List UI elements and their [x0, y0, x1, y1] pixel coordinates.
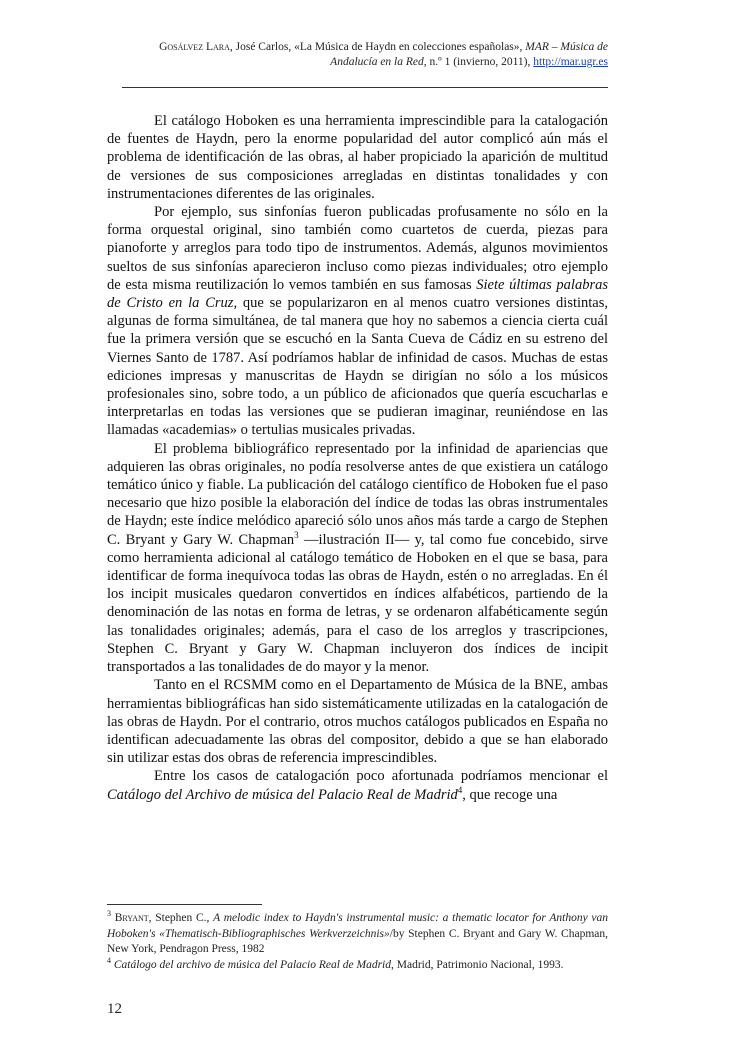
footnote-3-number: 3: [107, 909, 111, 919]
footnote-3-author: Bryant: [114, 912, 149, 924]
footnote-4: [107, 955, 608, 974]
footnotes: [107, 911, 608, 973]
paragraph-1: El catálogo Hoboken es una herramienta imprescindible para la catalogación de fuentes de Haydn, pero la enorme popularidad del autor complicó aún más el problema de identificación de las obras, al haber propiciado la aparición de multitud de versiones de sus composiciones arregladas en distintas tonalidades y con instrumentaciones diferentes de las originales.: [107, 113, 608, 202]
header-link[interactable]: http://mar.ugr.es: [533, 56, 608, 68]
header-author: Gosálvez Lara: [159, 41, 230, 53]
paragraph-4: Tanto en el RCSMM como en el Departamento de Música de la BNE, ambas herramientas bibliográficas han sido sistemáticamente utilizadas en la catalogación de las obras de Haydn. Por el contrario, otros muchos catálogos publicados en España no identifican adecuadamente las obras del compositor, debido a que se han elaborado sin utilizar estas dos obras de referencia imprescindibles.: [107, 677, 608, 767]
work-title-siete-palabras: Siete últimas palabras de Cristo en la Cruz: [107, 276, 608, 312]
paragraph-5-text-a: Entre los casos de catalogación poco afortunada podríamos mencionar el: [154, 768, 608, 785]
header-issue: , n.º 1 (invierno, 2011),: [423, 56, 534, 68]
paragraph-2-text-b: , que se popularizaron en al menos cuatro versiones distintas, algunas de forma simultánea, de tal manera que hoy no sabemos a ciencia cierta cuál fue la primera versión que se escuchó en la Santa Cueva de Cádiz en su estreno del Viernes Santo de 1787. Así podríamos hablar de infinidad de casos. Muchas de estas ediciones impresas y manuscritas de Haydn se dirigían no sólo a los músicos profesionales sino, sobre todo, a un público de aficionados que quería escucharlas e interpretarlas en todas las versiones que se pudieran imaginar, reuniéndose en las llamadas «academias» o tertulias musicales privadas.: [107, 295, 609, 439]
footnote-ref-4[interactable]: 4: [457, 784, 463, 795]
catalog-title: Catálogo del Archivo de música del Palacio Real de Madrid: [107, 786, 458, 803]
paragraph-2: [107, 203, 608, 440]
paragraph-2-text-a: Por ejemplo, sus sinfonías fueron publicadas profusamente no sólo en la forma orquestal original, sino también como cuartetos de cuerda, piezas para pianoforte y arreglos para todo tipo de instrumentos. Además, algunos movimientos sueltos de sus sinfonías aparecieron incluso como piezas individuales; otro ejemplo de esta misma reutilización lo vemos también en sus famosas: [107, 204, 608, 293]
running-header: [120, 40, 608, 70]
footnote-3-title: A melodic index to Haydn's instrumental music: a thematic locator for Anthony van Hoboken's «Thematisch-Bibliographisches Werkverzeichnis»: [107, 912, 608, 940]
paragraph-3-text-a: El problema bibliográfico representado por la infinidad de apariencias que adquieren las obras originales, no podía resolverse antes de que existiera un catálogo temático único y fiable. La publicación del catálogo científico de Hoboken fue el paso necesario que hizo posible la elaboración del índice de todas las obras instrumentales de Haydn; este índice melódico apareció sólo unos años más tarde a cargo de Stephen C. Bryant y Gary W. Chapman: [107, 440, 608, 548]
header-journal: MAR – Música de Andalucía en la Red: [330, 41, 608, 68]
header-rule: [122, 87, 608, 88]
footnote-3: [107, 911, 608, 958]
footnote-4-title: Catálogo del archivo de música del Palacio Real de Madrid: [113, 958, 391, 971]
paragraph-5-text-b: , que recoge una: [462, 786, 558, 803]
paragraph-5: [107, 767, 608, 803]
footnote-4-rest: , Madrid, Patrimonio Nacional, 1993.: [391, 958, 564, 971]
footnote-rule: [107, 904, 262, 905]
footnote-ref-3[interactable]: 3: [294, 529, 299, 540]
footnote-4-number: 4: [107, 955, 111, 965]
page-number: 12: [107, 1001, 122, 1017]
paragraph-3-text-b: —ilustración II— y, tal como fue concebido, sirve como herramienta adicional al catálogo temático de Hoboken en el que se basa, para identificar de forma inequívoca todas las obras de Haydn, estén o no arregladas. En él los incipit musicales quedaron convertidos en índices alfabéticos, partiendo de la denominación de las notas en forma de letras, y se ordenaron alfabéticamente según las tonalidades originales; además, para el caso de los arreglos y trascripciones, Stephen C. Bryant y Gary W. Chapman incluyeron dos índices de incipit transportados a las tonalidades de do mayor y la menor.: [107, 531, 608, 676]
footnote-3-rest: /by Stephen C. Bryant and Gary W. Chapman, New York, Pendragon Press, 1982: [107, 927, 608, 955]
body-text: [107, 112, 608, 804]
paragraph-3: [107, 440, 608, 677]
footnote-3-author-rest: , Stephen C.,: [148, 912, 214, 924]
header-citation: , José Carlos, «La Música de Haydn en colecciones españolas»,: [229, 41, 526, 53]
